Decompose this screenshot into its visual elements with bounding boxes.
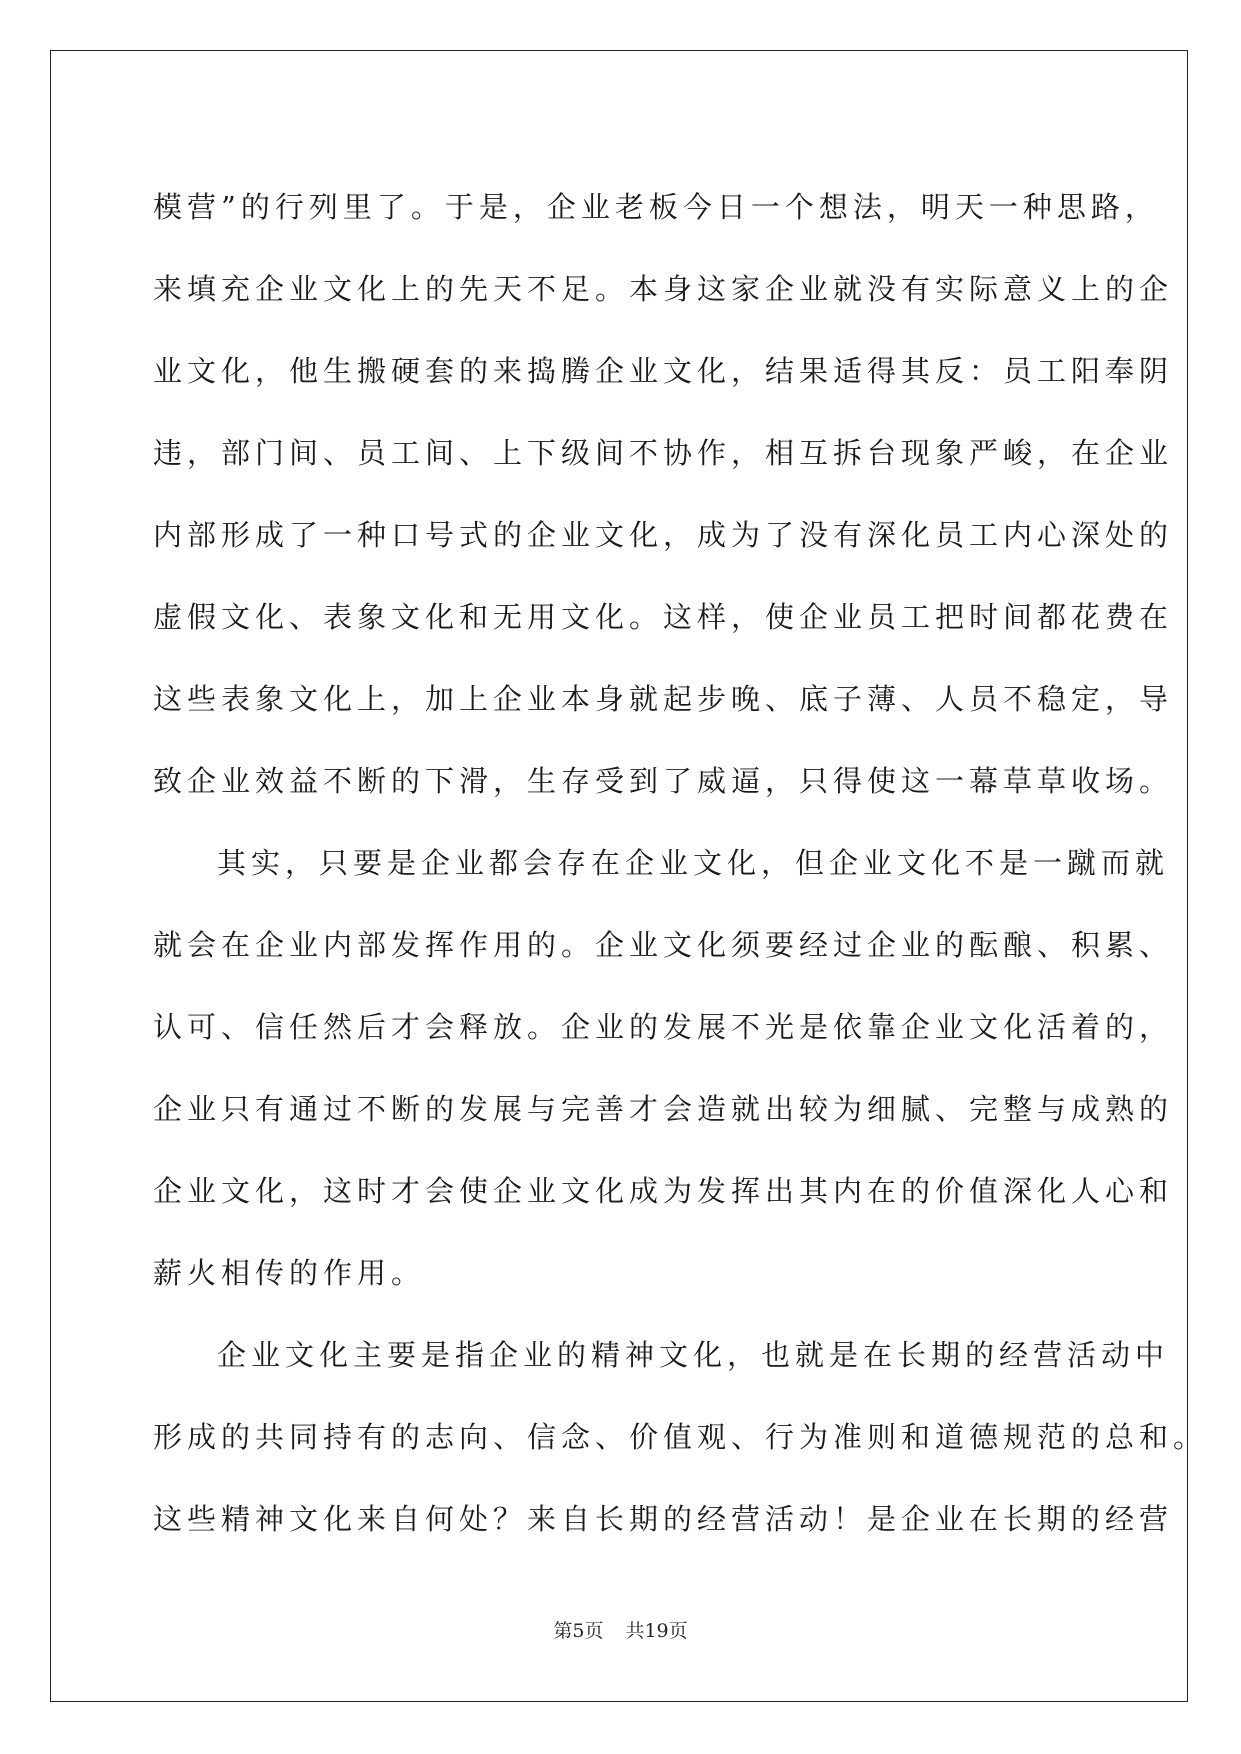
text-line: 内部形成了一种口号式的企业文化，成为了没有深化员工内心深处的 [153,518,1174,552]
text-line: 其实，只要是企业都会存在企业文化，但企业文化不是一蹴而就 [217,846,1170,880]
text-line: 就会在企业内部发挥作用的。企业文化须要经过企业的酝酿、积累、 [153,928,1174,962]
text-line: 致企业效益不断的下滑，生存受到了威逼，只得使这一幕草草收场。 [153,764,1174,798]
text-line: 违，部门间、员工间、上下级间不协作，相互拆台现象严峻，在企业 [153,436,1174,470]
text-line: 企业文化，这时才会使企业文化成为发挥出其内在的价值深化人心和 [153,1174,1174,1208]
text-line: 薪火相传的作用。 [153,1256,426,1290]
page-total: 共19页 [625,1620,688,1642]
page-footer [0,1616,1241,1643]
page-number: 第5页 [553,1620,604,1642]
text-line: 业文化，他生搬硬套的来捣腾企业文化，结果适得其反：员工阳奉阴 [153,354,1174,388]
text-line: 这些表象文化上，加上企业本身就起步晚、底子薄、人员不稳定，导 [153,682,1174,716]
text-line: 虚假文化、表象文化和无用文化。这样，使企业员工把时间都花费在 [153,600,1174,634]
text-line: 企业只有通过不断的发展与完善才会造就出较为细腻、完整与成熟的 [153,1092,1174,1126]
text-line: 模营”的行列里了。于是，企业老板今日一个想法，明天一种思路， [153,190,1159,224]
text-line: 来填充企业文化上的先天不足。本身这家企业就没有实际意义上的企 [153,272,1174,306]
text-line: 这些精神文化来自何处？来自长期的经营活动！是企业在长期的经营 [153,1502,1174,1536]
document-body [153,166,1208,1560]
text-line: 企业文化主要是指企业的精神文化，也就是在长期的经营活动中 [217,1338,1170,1372]
text-line: 形成的共同持有的志向、信念、价值观、行为准则和道德规范的总和。 [153,1420,1208,1454]
text-line: 认可、信任然后才会释放。企业的发展不光是依靠企业文化活着的， [153,1010,1174,1044]
